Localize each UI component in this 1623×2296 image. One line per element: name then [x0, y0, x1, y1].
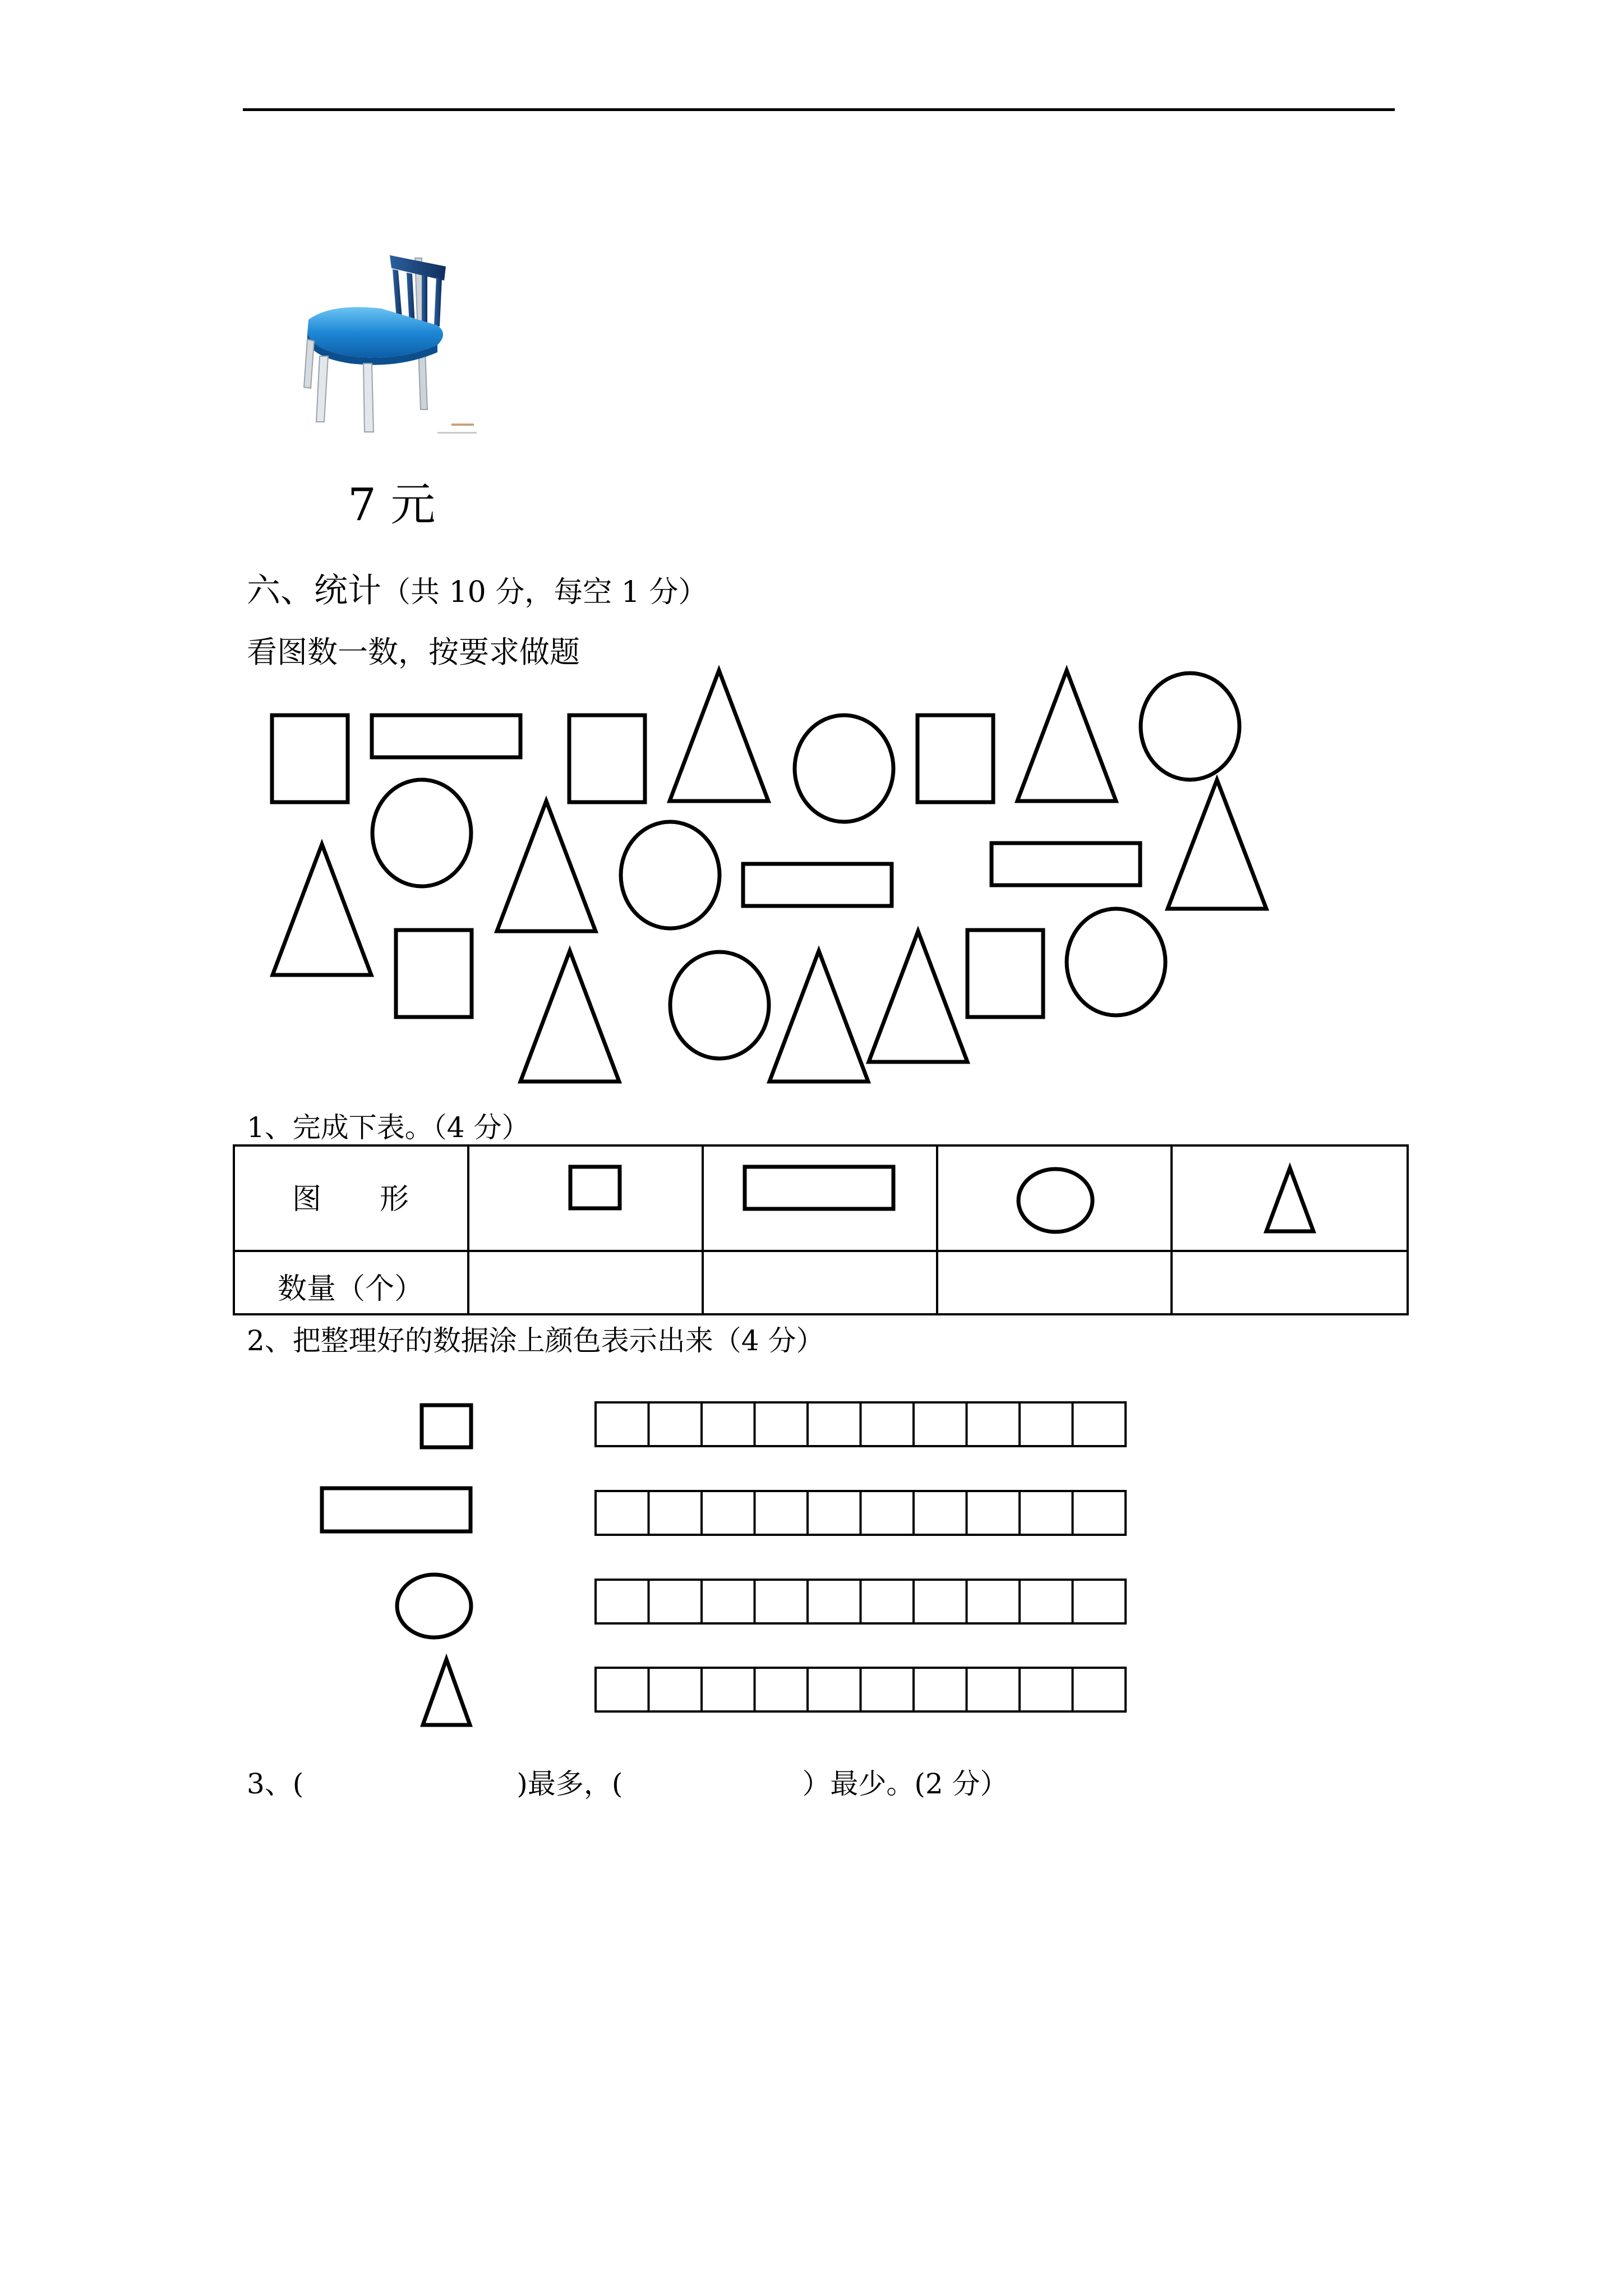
table-header-count: 数量（个）	[277, 1272, 423, 1306]
triangle-icon	[497, 801, 596, 931]
question-1-label: 1、完成下表。（4 分）	[247, 1111, 530, 1144]
color-cell-triangle[interactable]	[967, 1668, 1020, 1711]
question-3	[247, 1761, 1008, 1802]
color-cell-circle[interactable]	[702, 1580, 755, 1623]
color-cell-circle[interactable]	[1020, 1580, 1073, 1623]
answer-cell-circle[interactable]	[937, 1251, 1172, 1314]
shapes-area	[0, 0, 1623, 1122]
q3-suffix: ）最少。(2 分）	[802, 1768, 1008, 1800]
answer-cell-triangle[interactable]	[1172, 1251, 1408, 1314]
q3-prefix: 3、(	[247, 1768, 304, 1800]
question-2-label: 2、把整理好的数据涂上颜色表示出来（4 分）	[247, 1324, 824, 1357]
color-cell-rectangle[interactable]	[649, 1491, 702, 1535]
color-cell-square[interactable]	[967, 1402, 1020, 1446]
circle-icon	[1141, 673, 1239, 780]
color-cell-circle[interactable]	[914, 1580, 967, 1623]
color-cell-circle[interactable]	[967, 1580, 1020, 1623]
triangle-icon	[1017, 670, 1116, 801]
color-cell-triangle[interactable]	[755, 1668, 808, 1711]
square-icon	[570, 1167, 620, 1208]
color-cell-rectangle[interactable]	[967, 1491, 1020, 1535]
square-icon	[422, 1405, 471, 1447]
color-cell-circle[interactable]	[596, 1580, 649, 1623]
color-cell-triangle[interactable]	[702, 1668, 755, 1711]
color-cell-triangle[interactable]	[1020, 1668, 1073, 1711]
color-cell-rectangle[interactable]	[861, 1491, 914, 1535]
circle-icon	[621, 822, 720, 928]
color-cell-triangle[interactable]	[596, 1668, 649, 1711]
color-cell-square[interactable]	[596, 1402, 649, 1446]
color-cell-triangle[interactable]	[861, 1668, 914, 1711]
color-cell-rectangle[interactable]	[755, 1491, 808, 1535]
circle-icon	[372, 780, 471, 886]
q3-middle: )最多，(	[517, 1768, 623, 1800]
color-cell-rectangle[interactable]	[1073, 1491, 1126, 1535]
color-cell-rectangle[interactable]	[914, 1491, 967, 1535]
triangle-icon	[520, 951, 619, 1082]
color-cell-square[interactable]	[1020, 1402, 1073, 1446]
answer-cell-square[interactable]	[468, 1251, 703, 1314]
rectangle-icon	[322, 1488, 471, 1531]
color-cell-square[interactable]	[649, 1402, 702, 1446]
square-icon	[569, 715, 645, 802]
color-cell-rectangle[interactable]	[596, 1491, 649, 1535]
count-table	[233, 1144, 1409, 1315]
bar-grids	[596, 1402, 1126, 1711]
color-cell-circle[interactable]	[649, 1580, 702, 1623]
section-title-note: （共 10 分，每空 1 分）	[381, 576, 708, 609]
triangle-icon	[423, 1659, 470, 1725]
triangle-icon	[1266, 1168, 1313, 1231]
color-chart	[0, 1369, 1623, 1733]
triangle-icon	[869, 931, 967, 1062]
color-cell-rectangle[interactable]	[808, 1491, 861, 1535]
rectangle-icon	[743, 864, 892, 906]
color-cell-square[interactable]	[702, 1402, 755, 1446]
color-cell-square[interactable]	[914, 1402, 967, 1446]
price-label: 7 元	[348, 478, 436, 531]
color-cell-triangle[interactable]	[808, 1668, 861, 1711]
answer-cell-rectangle[interactable]	[703, 1251, 937, 1314]
square-icon	[967, 930, 1043, 1017]
color-cell-square[interactable]	[808, 1402, 861, 1446]
rectangle-icon	[992, 843, 1140, 885]
circle-icon	[1018, 1169, 1092, 1232]
color-cell-triangle[interactable]	[649, 1668, 702, 1711]
color-cell-circle[interactable]	[755, 1580, 808, 1623]
triangle-icon	[273, 844, 371, 975]
color-cell-triangle[interactable]	[914, 1668, 967, 1711]
table-header-shape: 图 形	[292, 1182, 409, 1216]
section-title-main: 六、统计	[247, 571, 381, 610]
color-cell-square[interactable]	[755, 1402, 808, 1446]
circle-icon	[795, 715, 893, 822]
color-cell-circle[interactable]	[808, 1580, 861, 1623]
instruction-text: 看图数一数，按要求做题	[247, 634, 580, 670]
color-cell-square[interactable]	[861, 1402, 914, 1446]
color-cell-rectangle[interactable]	[1020, 1491, 1073, 1535]
square-icon	[396, 930, 472, 1017]
triangle-icon	[1168, 780, 1266, 909]
square-icon	[917, 715, 993, 802]
color-cell-triangle[interactable]	[1073, 1668, 1126, 1711]
color-cell-rectangle[interactable]	[702, 1491, 755, 1535]
triangle-icon	[670, 670, 768, 801]
color-cell-square[interactable]	[1073, 1402, 1126, 1446]
circle-icon	[670, 952, 769, 1059]
square-icon	[272, 715, 348, 802]
circle-icon	[1067, 909, 1165, 1015]
color-cell-circle[interactable]	[861, 1580, 914, 1623]
rectangle-icon	[745, 1167, 893, 1209]
color-cell-circle[interactable]	[1073, 1580, 1126, 1623]
rectangle-icon	[372, 715, 520, 757]
triangle-icon	[769, 951, 868, 1082]
circle-icon	[397, 1575, 471, 1637]
